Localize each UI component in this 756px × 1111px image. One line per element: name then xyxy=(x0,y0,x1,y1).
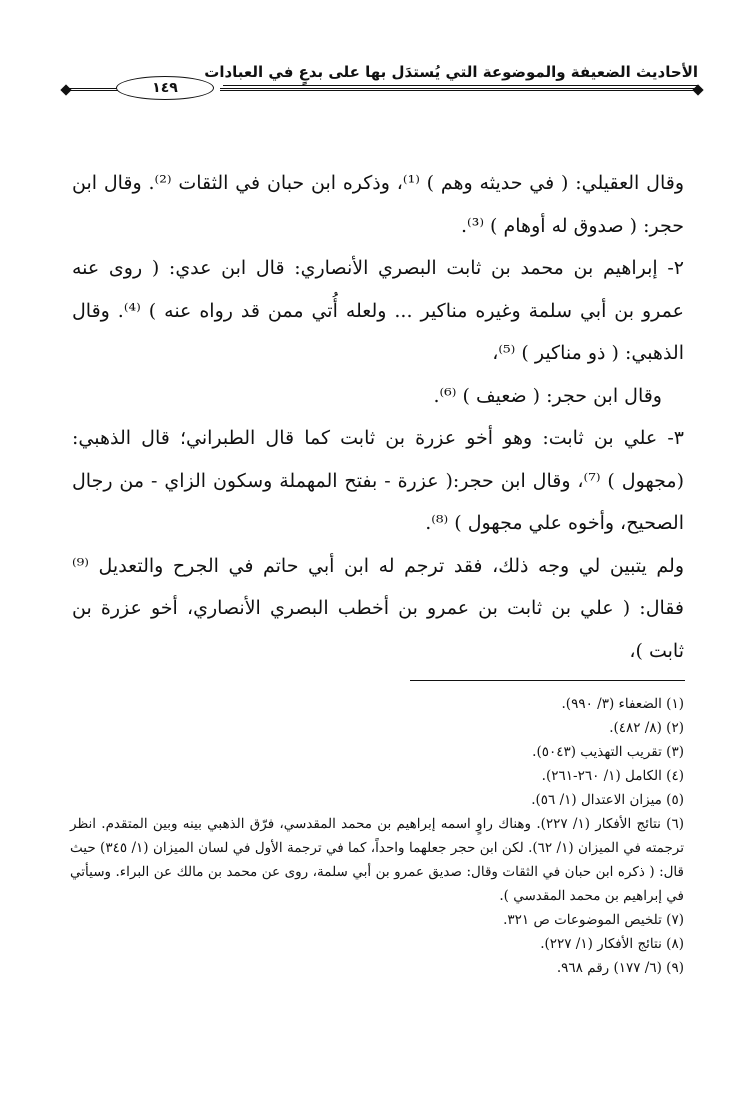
footnote: (٥) ميزان الاعتدال (١/ ٥٦). xyxy=(531,792,684,808)
footnote: (٢) (٨/ ٤٨٢). xyxy=(609,720,684,736)
paragraph: وقال ابن حجر: ( ضعيف ) ⁽⁶⁾. xyxy=(433,384,662,407)
paragraph: ولم يتبين لي وجه ذلك، فقد ترجم له ابن أبي حاتم في الجرح والتعديل ⁽⁹⁾ فقال: ( علي بن ثابت بن عمرو بن أخطب البصري الأنصاري، أخو عزرة بن ثابت )، xyxy=(72,554,684,662)
header-rule-right xyxy=(220,88,698,91)
footnote: (٨) نتائج الأفكار (١/ ٢٢٧). xyxy=(540,936,684,952)
footnote-divider xyxy=(410,680,685,681)
header-rule-upper xyxy=(223,85,698,86)
footnote: (٤) الكامل (١/ ٢٦٠-٢٦١). xyxy=(541,768,684,784)
header-diamond-right xyxy=(692,84,703,95)
footnote: (٧) تلخيص الموضوعات ص ٣٢١. xyxy=(503,912,684,928)
page-header xyxy=(58,62,698,102)
header-diamond-left xyxy=(60,84,71,95)
footnote: (٦) نتائج الأفكار (١/ ٢٢٧). وهناك راوٍ اسمه إبراهيم بن محمد المقدسي، فرّق الذهبي بينه وبين المتقدم. انظر ترجمته في الميزان (١/ ٦٢). لكن ابن حجر جعلهما واحداً، كما في ترجمة الأول في لسان الميزان (١/ ٣٤٥) حيث قال: ( ذكره ابن حبان في الثقات وقال: صديق عمرو بن أبي سلمة، روى عن محمد بن مالك عن البراء. وسيأتي في إبراهيم بن محمد المقدسي ). xyxy=(70,816,685,904)
footnote: (٣) تقريب التهذيب (٥٠٤٣). xyxy=(532,744,684,760)
page-number: ١٤٩ xyxy=(116,76,214,100)
footnotes xyxy=(70,692,684,980)
paragraph: ٣- علي بن ثابت: وهو أخو عزرة بن ثابت كما قال الطبراني؛ قال الذهبي: (مجهول ) ⁽⁷⁾، وقال ابن حجر:( عزرة - بفتح المهملة وسكون الزاي - من رجال الصحيح، وأخوه علي مجهول ) ⁽⁸⁾. xyxy=(72,427,684,534)
paragraph: ٢- إبراهيم بن محمد بن ثابت البصري الأنصاري: قال ابن عدي: ( روى عنه عمرو بن أبي سلمة وغيره مناكير ... ولعله أُتي ممن قد رواه عنه ) ⁽⁴⁾. وقال الذهبي: ( ذو مناكير ) ⁽⁵⁾، xyxy=(72,257,684,364)
header-rule-left xyxy=(68,88,118,91)
paragraph: وقال العقيلي: ( في حديثه وهم ) ⁽¹⁾، وذكره ابن حبان في الثقات ⁽²⁾. وقال ابن حجر: ( صدوق له أوهام ) ⁽³⁾. xyxy=(72,172,684,237)
footnote: (١) الضعفاء (٣/ ٩٩٠). xyxy=(561,696,684,712)
main-text xyxy=(72,162,684,672)
book-title: الأحاديث الضعيفة والموضوعة التي يُستدَل بها على بدعٍ في العبادات xyxy=(204,63,698,81)
footnote: (٩) (٦/ ١٧٧) رقم ٩٦٨. xyxy=(556,960,684,976)
